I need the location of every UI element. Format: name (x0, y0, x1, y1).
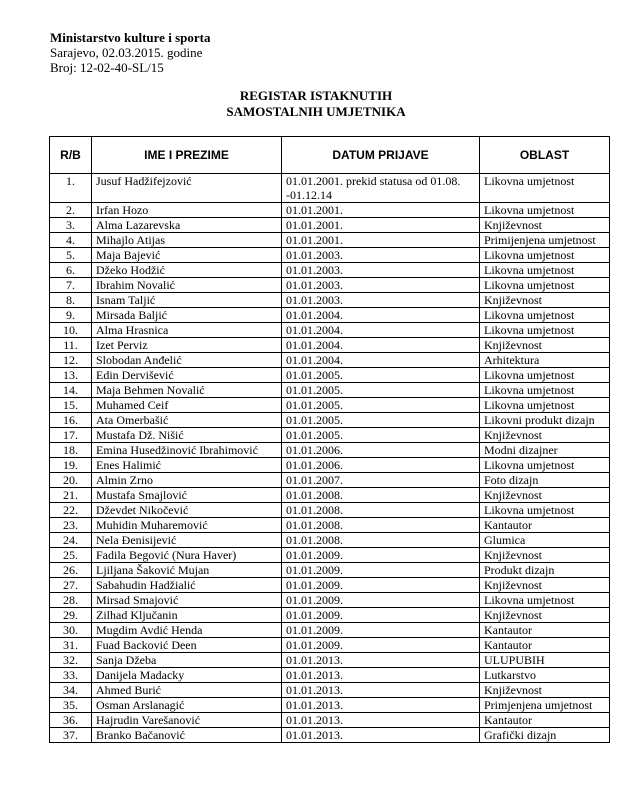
table-row (50, 518, 610, 533)
row-number: 33. (50, 668, 92, 683)
artist-name: Emina Husedžinović Ibrahimović (92, 443, 282, 458)
artist-name: Mustafa Smajlović (92, 488, 282, 503)
artistic-field: ULUPUBIH (480, 653, 610, 668)
row-number: 8. (50, 293, 92, 308)
artistic-field: Foto dizajn (480, 473, 610, 488)
row-number: 15. (50, 398, 92, 413)
artist-name: Mirsad Smajović (92, 593, 282, 608)
artistic-field: Lutkarstvo (480, 668, 610, 683)
table-row (50, 233, 610, 248)
table-row (50, 398, 610, 413)
artist-name: Mustafa Dž. Nišić (92, 428, 282, 443)
table-row (50, 608, 610, 623)
table-row (50, 428, 610, 443)
artistic-field: Likovna umjetnost (480, 593, 610, 608)
registration-date: 01.01.2005. (282, 368, 480, 383)
row-number: 29. (50, 608, 92, 623)
artist-name: Nela Đenisijević (92, 533, 282, 548)
table-row (50, 503, 610, 518)
document-number: Broj: 12-02-40-SL/15 (50, 60, 164, 75)
row-number: 32. (50, 653, 92, 668)
row-number: 16. (50, 413, 92, 428)
registration-date: 01.01.2003. (282, 263, 480, 278)
table-row (50, 548, 610, 563)
row-number: 27. (50, 578, 92, 593)
artistic-field: Kantautor (480, 623, 610, 638)
registration-date: 01.01.2001. (282, 218, 480, 233)
artist-name: Zilhad Ključanin (92, 608, 282, 623)
artistic-field: Književnost (480, 488, 610, 503)
artistic-field: Književnost (480, 548, 610, 563)
table-row (50, 653, 610, 668)
artistic-field: Arhitektura (480, 353, 610, 368)
artistic-field: Primijenjena umjetnost (480, 233, 610, 248)
registration-date: 01.01.2006. (282, 458, 480, 473)
row-number: 30. (50, 623, 92, 638)
row-number: 34. (50, 683, 92, 698)
registration-date: 01.01.2008. (282, 518, 480, 533)
registration-date: 01.01.2001. (282, 233, 480, 248)
row-number: 31. (50, 638, 92, 653)
table-row (50, 323, 610, 338)
row-number: 9. (50, 308, 92, 323)
row-number: 5. (50, 248, 92, 263)
table-row (50, 383, 610, 398)
registration-date: 01.01.2008. (282, 488, 480, 503)
row-number: 14. (50, 383, 92, 398)
table-row (50, 263, 610, 278)
registration-date: 01.01.2013. (282, 698, 480, 713)
registration-date: 01.01.2013. (282, 653, 480, 668)
row-number: 7. (50, 278, 92, 293)
registration-date: 01.01.2009. (282, 548, 480, 563)
row-number: 13. (50, 368, 92, 383)
artist-name: Mugdim Avdić Henda (92, 623, 282, 638)
register-title-line2: SAMOSTALNIH UMJETNIKA (226, 104, 406, 119)
registration-date: 01.01.2009. (282, 593, 480, 608)
row-number: 37. (50, 728, 92, 743)
registration-date: 01.01.2005. (282, 398, 480, 413)
artistic-field: Književnost (480, 608, 610, 623)
table-row (50, 578, 610, 593)
artistic-field: Likovna umjetnost (480, 263, 610, 278)
register-title (0, 88, 632, 120)
artistic-field: Književnost (480, 578, 610, 593)
row-number: 22. (50, 503, 92, 518)
column-header-rb: R/B (50, 137, 92, 174)
table-row (50, 533, 610, 548)
column-header-name: IME I PREZIME (92, 137, 282, 174)
registration-date: 01.01.2001. prekid statusa od 01.08. -01.12.14 (282, 174, 480, 203)
artistic-field: Primjenjena umjetnost (480, 698, 610, 713)
artist-name: Fadila Begović (Nura Haver) (92, 548, 282, 563)
registration-date: 01.01.2008. (282, 533, 480, 548)
registration-date: 01.01.2003. (282, 278, 480, 293)
row-number: 25. (50, 548, 92, 563)
registration-date: 01.01.2005. (282, 428, 480, 443)
artist-name: Osman Arslanagić (92, 698, 282, 713)
table-row (50, 368, 610, 383)
row-number: 26. (50, 563, 92, 578)
artist-name: Slobodan Anđelić (92, 353, 282, 368)
table-row (50, 713, 610, 728)
artist-name: Sabahudin Hadžialić (92, 578, 282, 593)
artist-name: Dževdet Nikočević (92, 503, 282, 518)
table-row (50, 458, 610, 473)
registration-date: 01.01.2006. (282, 443, 480, 458)
registration-date: 01.01.2009. (282, 563, 480, 578)
artistic-field: Likovna umjetnost (480, 503, 610, 518)
artistic-field: Likovna umjetnost (480, 174, 610, 203)
registration-date: 01.01.2013. (282, 683, 480, 698)
artistic-field: Kantautor (480, 713, 610, 728)
row-number: 20. (50, 473, 92, 488)
table-row (50, 473, 610, 488)
register-table (49, 136, 610, 743)
artistic-field: Književnost (480, 428, 610, 443)
artistic-field: Grafički dizajn (480, 728, 610, 743)
artist-name: Džeko Hodžić (92, 263, 282, 278)
registration-date: 01.01.2005. (282, 383, 480, 398)
registration-date: 01.01.2009. (282, 638, 480, 653)
artistic-field: Likovna umjetnost (480, 383, 610, 398)
artist-name: Alma Hrasnica (92, 323, 282, 338)
registration-date: 01.01.2009. (282, 578, 480, 593)
row-number: 21. (50, 488, 92, 503)
registration-date: 01.01.2007. (282, 473, 480, 488)
place-date: Sarajevo, 02.03.2015. godine (50, 45, 203, 60)
artist-name: Muhamed Ceif (92, 398, 282, 413)
register-title-line1: REGISTAR ISTAKNUTIH (239, 88, 393, 103)
row-number: 23. (50, 518, 92, 533)
artistic-field: Glumica (480, 533, 610, 548)
registration-date: 01.01.2004. (282, 338, 480, 353)
row-number: 11. (50, 338, 92, 353)
registration-date: 01.01.2013. (282, 728, 480, 743)
artist-name: Edin Dervišević (92, 368, 282, 383)
artistic-field: Književnost (480, 293, 610, 308)
artistic-field: Kantautor (480, 638, 610, 653)
registration-date: 01.01.2004. (282, 323, 480, 338)
table-row (50, 203, 610, 218)
artist-name: Fuad Backović Deen (92, 638, 282, 653)
row-number: 19. (50, 458, 92, 473)
artistic-field: Likovna umjetnost (480, 458, 610, 473)
artistic-field: Književnost (480, 218, 610, 233)
registration-date: 01.01.2013. (282, 713, 480, 728)
table-row (50, 338, 610, 353)
artistic-field: Likovna umjetnost (480, 308, 610, 323)
artistic-field: Likovna umjetnost (480, 368, 610, 383)
artist-name: Ljiljana Šaković Mujan (92, 563, 282, 578)
artistic-field: Modni dizajner (480, 443, 610, 458)
table-row (50, 174, 610, 203)
artist-name: Irfan Hozo (92, 203, 282, 218)
table-row (50, 308, 610, 323)
artistic-field: Produkt dizajn (480, 563, 610, 578)
row-number: 1. (50, 174, 92, 203)
artist-name: Almin Zrno (92, 473, 282, 488)
table-row (50, 353, 610, 368)
row-number: 18. (50, 443, 92, 458)
artist-name: Ibrahim Novalić (92, 278, 282, 293)
row-number: 28. (50, 593, 92, 608)
artistic-field: Likovni produkt dizajn (480, 413, 610, 428)
column-header-area: OBLAST (480, 137, 610, 174)
table-header-row (50, 137, 610, 174)
table-row (50, 443, 610, 458)
artist-name: Alma Lazarevska (92, 218, 282, 233)
table-row (50, 593, 610, 608)
artist-name: Branko Bačanović (92, 728, 282, 743)
row-number: 4. (50, 233, 92, 248)
row-number: 3. (50, 218, 92, 233)
table-row (50, 293, 610, 308)
registration-date: 01.01.2004. (282, 353, 480, 368)
artist-name: Mihajlo Atijas (92, 233, 282, 248)
table-row (50, 218, 610, 233)
artistic-field: Likovna umjetnost (480, 323, 610, 338)
artist-name: Maja Bajević (92, 248, 282, 263)
row-number: 6. (50, 263, 92, 278)
table-row (50, 728, 610, 743)
registration-date: 01.01.2013. (282, 668, 480, 683)
table-row (50, 248, 610, 263)
row-number: 2. (50, 203, 92, 218)
document-header (50, 30, 210, 75)
table-row (50, 488, 610, 503)
row-number: 12. (50, 353, 92, 368)
artist-name: Isnam Taljić (92, 293, 282, 308)
table-row (50, 623, 610, 638)
artist-name: Jusuf Hadžifejzović (92, 174, 282, 203)
registration-date: 01.01.2001. (282, 203, 480, 218)
registration-date: 01.01.2008. (282, 503, 480, 518)
artistic-field: Likovna umjetnost (480, 248, 610, 263)
artistic-field: Književnost (480, 683, 610, 698)
ministry-name: Ministarstvo kulture i sporta (50, 30, 211, 45)
artist-name: Mirsada Baljić (92, 308, 282, 323)
artistic-field: Likovna umjetnost (480, 278, 610, 293)
artist-name: Ahmed Burić (92, 683, 282, 698)
artist-name: Muhidin Muharemović (92, 518, 282, 533)
row-number: 17. (50, 428, 92, 443)
artistic-field: Likovna umjetnost (480, 203, 610, 218)
artist-name: Ata Omerbašić (92, 413, 282, 428)
table-row (50, 668, 610, 683)
row-number: 24. (50, 533, 92, 548)
registration-date: 01.01.2003. (282, 293, 480, 308)
table-row (50, 698, 610, 713)
row-number: 36. (50, 713, 92, 728)
registration-date: 01.01.2004. (282, 308, 480, 323)
row-number: 35. (50, 698, 92, 713)
column-header-date: DATUM PRIJAVE (282, 137, 480, 174)
table-row (50, 638, 610, 653)
artistic-field: Književnost (480, 338, 610, 353)
artist-name: Maja Behmen Novalić (92, 383, 282, 398)
artist-name: Danijela Madacky (92, 668, 282, 683)
artistic-field: Likovna umjetnost (480, 398, 610, 413)
table-row (50, 683, 610, 698)
registration-date: 01.01.2009. (282, 608, 480, 623)
registration-date: 01.01.2003. (282, 248, 480, 263)
table-body (50, 174, 610, 743)
row-number: 10. (50, 323, 92, 338)
artist-name: Sanja Džeba (92, 653, 282, 668)
table-row (50, 413, 610, 428)
artist-name: Enes Halimić (92, 458, 282, 473)
registration-date: 01.01.2005. (282, 413, 480, 428)
artistic-field: Kantautor (480, 518, 610, 533)
registration-date: 01.01.2009. (282, 623, 480, 638)
artist-name: Izet Perviz (92, 338, 282, 353)
artist-name: Hajrudin Varešanović (92, 713, 282, 728)
table-row (50, 278, 610, 293)
table-row (50, 563, 610, 578)
